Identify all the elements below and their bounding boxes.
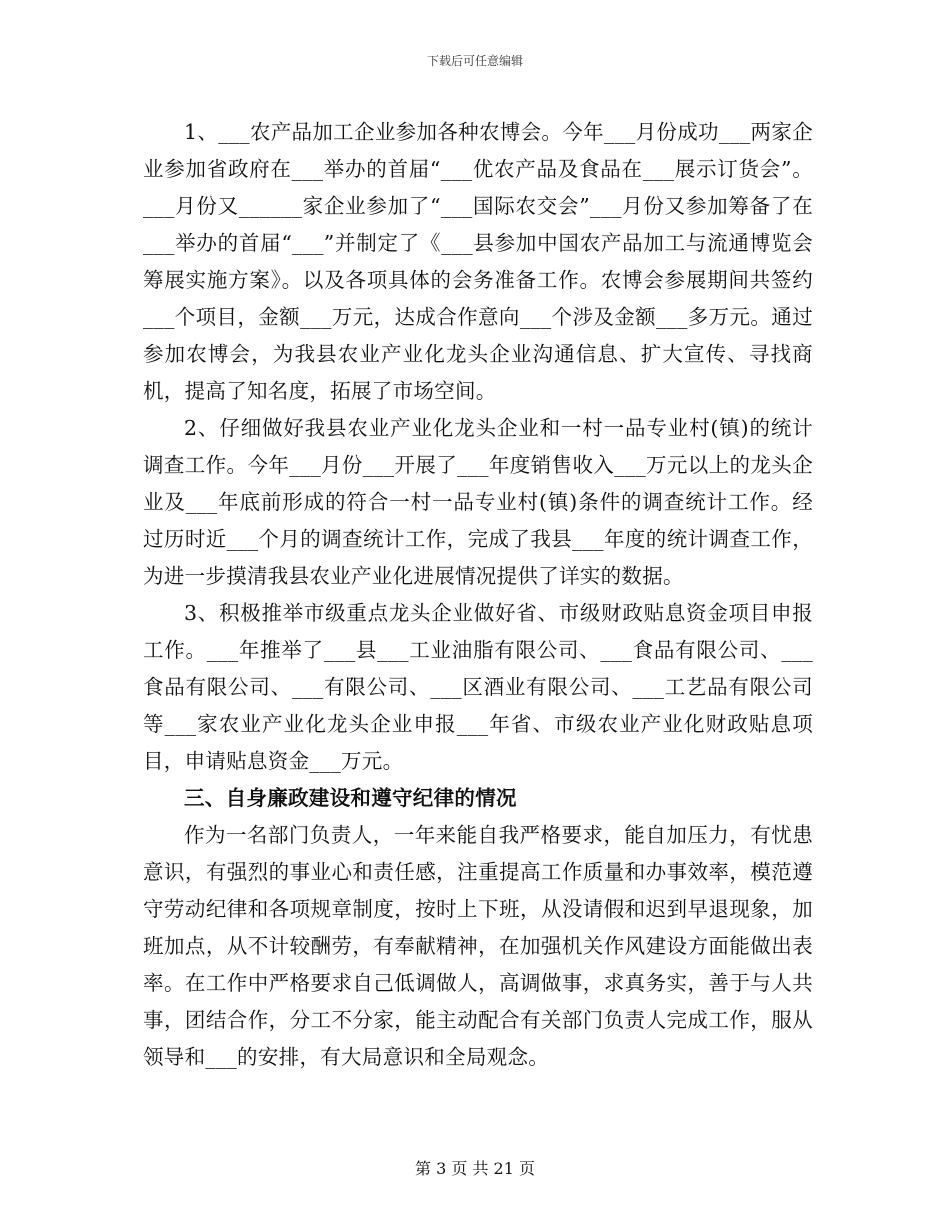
- paragraph-3: 3、积极推举市级重点龙头企业做好省、市级财政贴息资金项目申报工作。___年推举了___县___工业油脂有限公司、___食品有限公司、___食品有限公司、___有限公司、___区酒业有限公司、___工艺品有限公司等___家农业产业化龙头企业申报___年省、市级农业产业化财政贴息项目，申请贴息资金___万元。: [143, 601, 813, 773]
- page-header: 下载后可任意编辑: [426, 54, 523, 68]
- paragraph-1: 1、___农产品加工企业参加各种农博会。今年___月份成功___两家企业参加省政府在___举办的首届“___优农产品及食品在___展示订货会”。___月份又______家企业参加了“___国际农交会”___月份又参加筹备了在___举办的首届“___”并制定了《___县参加中国农产品加工与流通博览会筹展实施方案》。以及各项具体的会务准备工作。农博会参展期间共签约___个项目，金额___万元，达成合作意向___个涉及金额___多万元。通过参加农博会，为我县农业产业化龙头企业沟通信息、扩大宣传、寻找商机，提高了知名度，拓展了市场空间。: [143, 120, 813, 403]
- page-number: 第 3 页 共 21 页: [415, 1159, 535, 1178]
- document-body: [143, 114, 813, 1076]
- paragraph-2: 2、仔细做好我县农业产业化龙头企业和一村一品专业村(镇)的统计调查工作。今年___月份___开展了___年度销售收入___万元以上的龙头企业及___年底前形成的符合一村一品专业村(镇)条件的调查统计工作。经过历时近___个月的调查统计工作，完成了我县___年度的统计调查工作，为进一步摸清我县农业产业化进展情况提供了详实的数据。: [143, 416, 813, 588]
- paragraph-4: 作为一名部门负责人，一年来能自我严格要求，能自加压力，有忧患意识，有强烈的事业心和责任感，注重提高工作质量和办事效率，模范遵守劳动纪律和各项规章制度，按时上下班，从没请假和迟到早退现象，加班加点，从不计较酬劳，有奉献精神，在加强机关作风建设方面能做出表率。在工作中严格要求自己低调做人，高调做事，求真务实，善于与人共事，团结合作，分工不分家，能主动配合有关部门负责人完成工作，服从领导和___的安排，有大局意识和全局观念。: [143, 823, 813, 1069]
- section-heading-3: 三、自身廉政建设和遵守纪律的情况: [184, 786, 517, 810]
